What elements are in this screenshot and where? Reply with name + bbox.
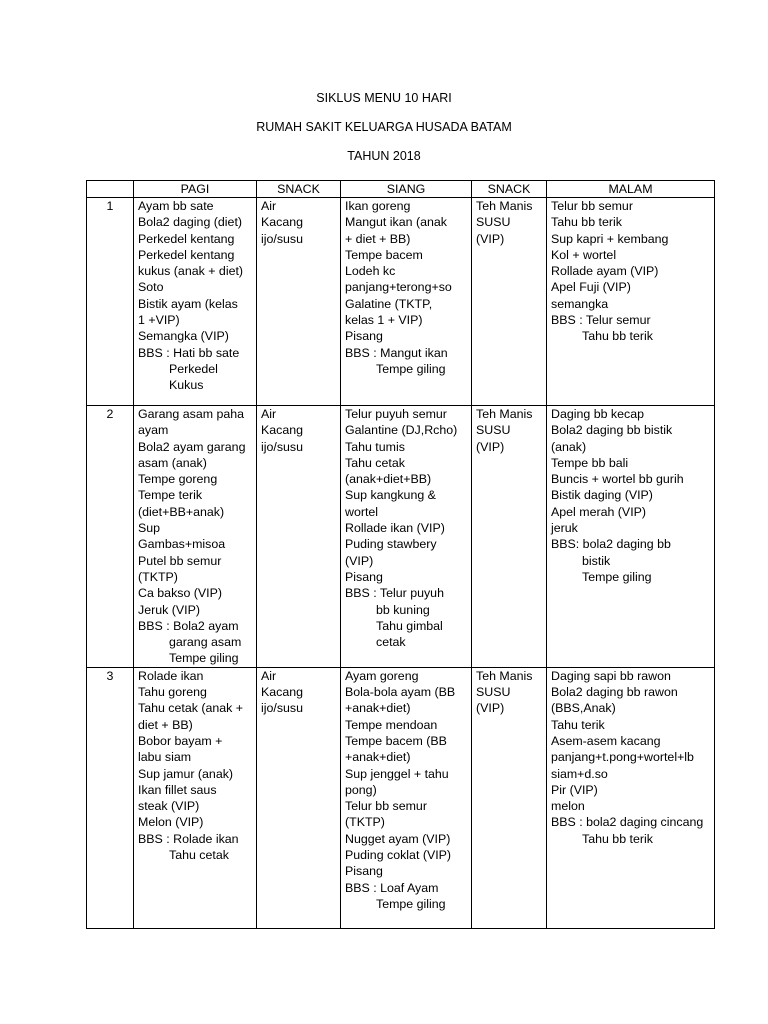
menu-line: Tempe giling [376,361,446,376]
menu-line: Galatine (TKTP, [345,296,433,311]
menu-line: Bola2 daging bb rawon [551,685,678,700]
menu-line: BBS : bola2 daging cincang [551,815,704,830]
menu-line: semangka [551,296,609,311]
menu-line: Tempe bacem [345,247,423,262]
menu-line: Jeruk (VIP) [138,602,200,617]
menu-line: (TKTP) [345,815,385,830]
menu-line: Putel bb semur [138,553,222,568]
menu-line: BBS : Telur puyuh [345,586,444,601]
menu-line: Kacang [261,685,304,700]
menu-line: Bistik daging (VIP) [551,488,653,503]
menu-line: Tahu cetak [345,455,405,470]
table-row [87,667,715,928]
menu-line: Air [261,199,277,213]
cell-siang [341,667,472,928]
menu-line: Air [261,407,277,421]
menu-line: Daging bb kecap [551,407,644,421]
table-row [87,198,715,406]
menu-line: pong) [345,782,377,797]
menu-line: SUSU [476,685,511,700]
menu-line: Nugget ayam (VIP) [345,831,451,846]
menu-line: labu siam [138,750,192,765]
cell-snack1 [257,667,341,928]
menu-line: Kol + wortel [551,247,617,262]
menu-line: BBS : Mangut ikan [345,345,448,360]
menu-line: (VIP) [476,439,505,454]
menu-line: garang asam [169,635,242,650]
menu-line: ijo/susu [261,701,304,716]
cell-snack2 [472,198,547,406]
document-title: SIKLUS MENU 10 HARI [316,91,452,105]
menu-line: Kukus [169,378,204,393]
menu-line: Apel merah (VIP) [551,504,647,519]
menu-line: ayam [138,423,169,438]
menu-line: SUSU [476,423,511,438]
menu-line: Tempe giling [582,569,652,584]
menu-line: panjang+terong+so [345,280,452,295]
menu-line: Pisang [345,864,383,879]
menu-line: Pisang [345,329,383,344]
menu-line: Daging sapi bb rawon [551,668,671,683]
day-number: 2 [87,406,134,668]
menu-line: melon [551,799,585,814]
menu-line: Rolade ikan [138,668,204,683]
cell-snack1 [257,198,341,406]
column-header-no [87,181,134,198]
menu-line: (BBS,Anak) [551,701,616,716]
menu-line: (anak+diet+BB) [345,472,432,487]
cell-malam [547,667,715,928]
cell-pagi [134,198,257,406]
menu-line: kukus (anak + diet) [138,264,244,279]
day-number: 3 [87,667,134,928]
menu-line: BBS : Hati bb sate [138,345,240,360]
menu-line: Ikan goreng [345,199,411,213]
menu-line: Apel Fuji (VIP) [551,280,631,295]
menu-line: BBS : Telur semur [551,313,651,328]
menu-line: Bola2 ayam garang [138,439,246,454]
menu-line: BBS: bola2 daging bb [551,537,671,552]
menu-line: Ayam goreng [345,668,419,683]
menu-line: Garang asam paha [138,407,245,421]
menu-line: Tahu cetak [169,848,229,863]
menu-line: Bola2 daging (diet) [138,215,243,230]
menu-line: Soto [138,280,164,295]
column-header-snack: SNACK [257,181,341,198]
column-header-snack-2: SNACK [472,181,547,198]
menu-line: Puding coklat (VIP) [345,848,452,863]
menu-line: Sup [138,521,161,536]
menu-line: Mangut ikan (anak [345,215,447,230]
menu-line: bb kuning [376,602,430,617]
menu-line: Tempe bb bali [551,455,629,470]
menu-line: diet + BB) [138,717,193,732]
cell-malam [547,406,715,668]
menu-line: Rollade ayam (VIP) [551,264,659,279]
menu-line: Galantine (DJ,Rcho) [345,423,458,438]
menu-line: Sup kapri + kembang [551,231,669,246]
menu-line: Tempe giling [169,651,239,666]
hospital-name: RUMAH SAKIT KELUARGA HUSADA BATAM [256,120,512,134]
menu-line: Tahu terik [551,717,605,732]
menu-line: Telur bb semur [345,799,427,814]
cell-siang [341,198,472,406]
menu-line: Teh Manis [476,407,533,421]
document-year: TAHUN 2018 [347,149,421,163]
menu-line: +anak+diet) [345,750,411,765]
menu-line: Bola2 daging bb bistik [551,423,673,438]
menu-line: BBS : Loaf Ayam [345,880,439,895]
cell-pagi [134,667,257,928]
cell-siang [341,406,472,668]
menu-line: Bobor bayam + [138,733,223,748]
menu-line: Perkedel kentang [138,247,235,262]
menu-line: jeruk [551,521,578,536]
menu-line: Perkedel kentang [138,231,235,246]
menu-line: Air [261,668,277,683]
menu-line: Sup kangkung & [345,488,436,503]
menu-table [86,180,715,929]
menu-line: Asem-asem kacang [551,733,661,748]
menu-line: siam+d.so [551,766,608,781]
menu-line: asam (anak) [138,455,207,470]
menu-line: Kacang [261,423,304,438]
menu-line: ijo/susu [261,439,304,454]
menu-line: (VIP) [476,701,505,716]
cell-malam [547,198,715,406]
menu-line: BBS : Rolade ikan [138,831,239,846]
cell-pagi [134,406,257,668]
cell-snack2 [472,406,547,668]
menu-line: Semangka (VIP) [138,329,229,344]
document-header [0,84,768,171]
menu-line: (anak) [551,439,587,454]
menu-line: 1 +VIP) [138,313,180,328]
menu-line: Tahu goreng [138,685,207,700]
column-header-malam: MALAM [547,181,715,198]
menu-line: Tempe giling [376,896,446,911]
menu-line: Gambas+misoa [138,537,226,552]
menu-line: Lodeh kc [345,264,396,279]
menu-line: + diet + BB) [345,231,411,246]
menu-line: Pir (VIP) [551,782,598,797]
menu-line: bistik [582,553,611,568]
menu-line: Sup jamur (anak) [138,766,234,781]
menu-line: Tahu cetak (anak + [138,701,244,716]
column-header-pagi: PAGI [134,181,257,198]
menu-line: Telur bb semur [551,199,633,213]
menu-line: (VIP) [476,231,505,246]
menu-line: Tahu gimbal [376,618,443,633]
menu-line: kelas 1 + VIP) [345,313,423,328]
menu-line: Tempe bacem (BB [345,733,447,748]
menu-line: Buncis + wortel bb gurih [551,472,684,487]
cell-snack1 [257,406,341,668]
menu-line: Teh Manis [476,199,533,213]
menu-line: Ayam bb sate [138,199,214,213]
menu-line: Kacang [261,215,304,230]
menu-line: BBS : Bola2 ayam [138,618,239,633]
menu-line: (VIP) [345,553,374,568]
menu-line: Ikan fillet saus [138,782,217,797]
day-number: 1 [87,198,134,406]
menu-line: Tempe terik [138,488,203,503]
menu-line: steak (VIP) [138,799,200,814]
menu-line: Tahu bb terik [551,215,622,230]
menu-line: Pisang [345,569,383,584]
table-header-row [87,181,715,198]
menu-line: Perkedel [169,361,218,376]
menu-line: Bistik ayam (kelas [138,296,238,311]
menu-line: Tahu tumis [345,439,405,454]
menu-line: wortel [345,504,379,519]
column-header-siang: SIANG [341,181,472,198]
menu-line: (diet+BB+anak) [138,504,225,519]
menu-line: Rollade ikan (VIP) [345,521,445,536]
table-row [87,406,715,668]
menu-line: Bola-bola ayam (BB [345,685,456,700]
menu-line: (TKTP) [138,569,178,584]
menu-line: ijo/susu [261,231,304,246]
menu-line: Melon (VIP) [138,815,204,830]
menu-line: panjang+t.pong+wortel+lb [551,750,694,765]
menu-line: Teh Manis [476,668,533,683]
menu-line: Sup jenggel + tahu [345,766,449,781]
menu-line: SUSU [476,215,511,230]
cell-snack2 [472,667,547,928]
menu-line: Tahu bb terik [582,329,653,344]
menu-line: Ca bakso (VIP) [138,586,223,601]
menu-line: Tempe mendoan [345,717,438,732]
menu-line: cetak [376,635,406,650]
menu-line: Tempe goreng [138,472,218,487]
menu-line: +anak+diet) [345,701,411,716]
menu-line: Telur puyuh semur [345,407,447,421]
menu-line: Puding stawbery [345,537,437,552]
menu-line: Tahu bb terik [582,831,653,846]
